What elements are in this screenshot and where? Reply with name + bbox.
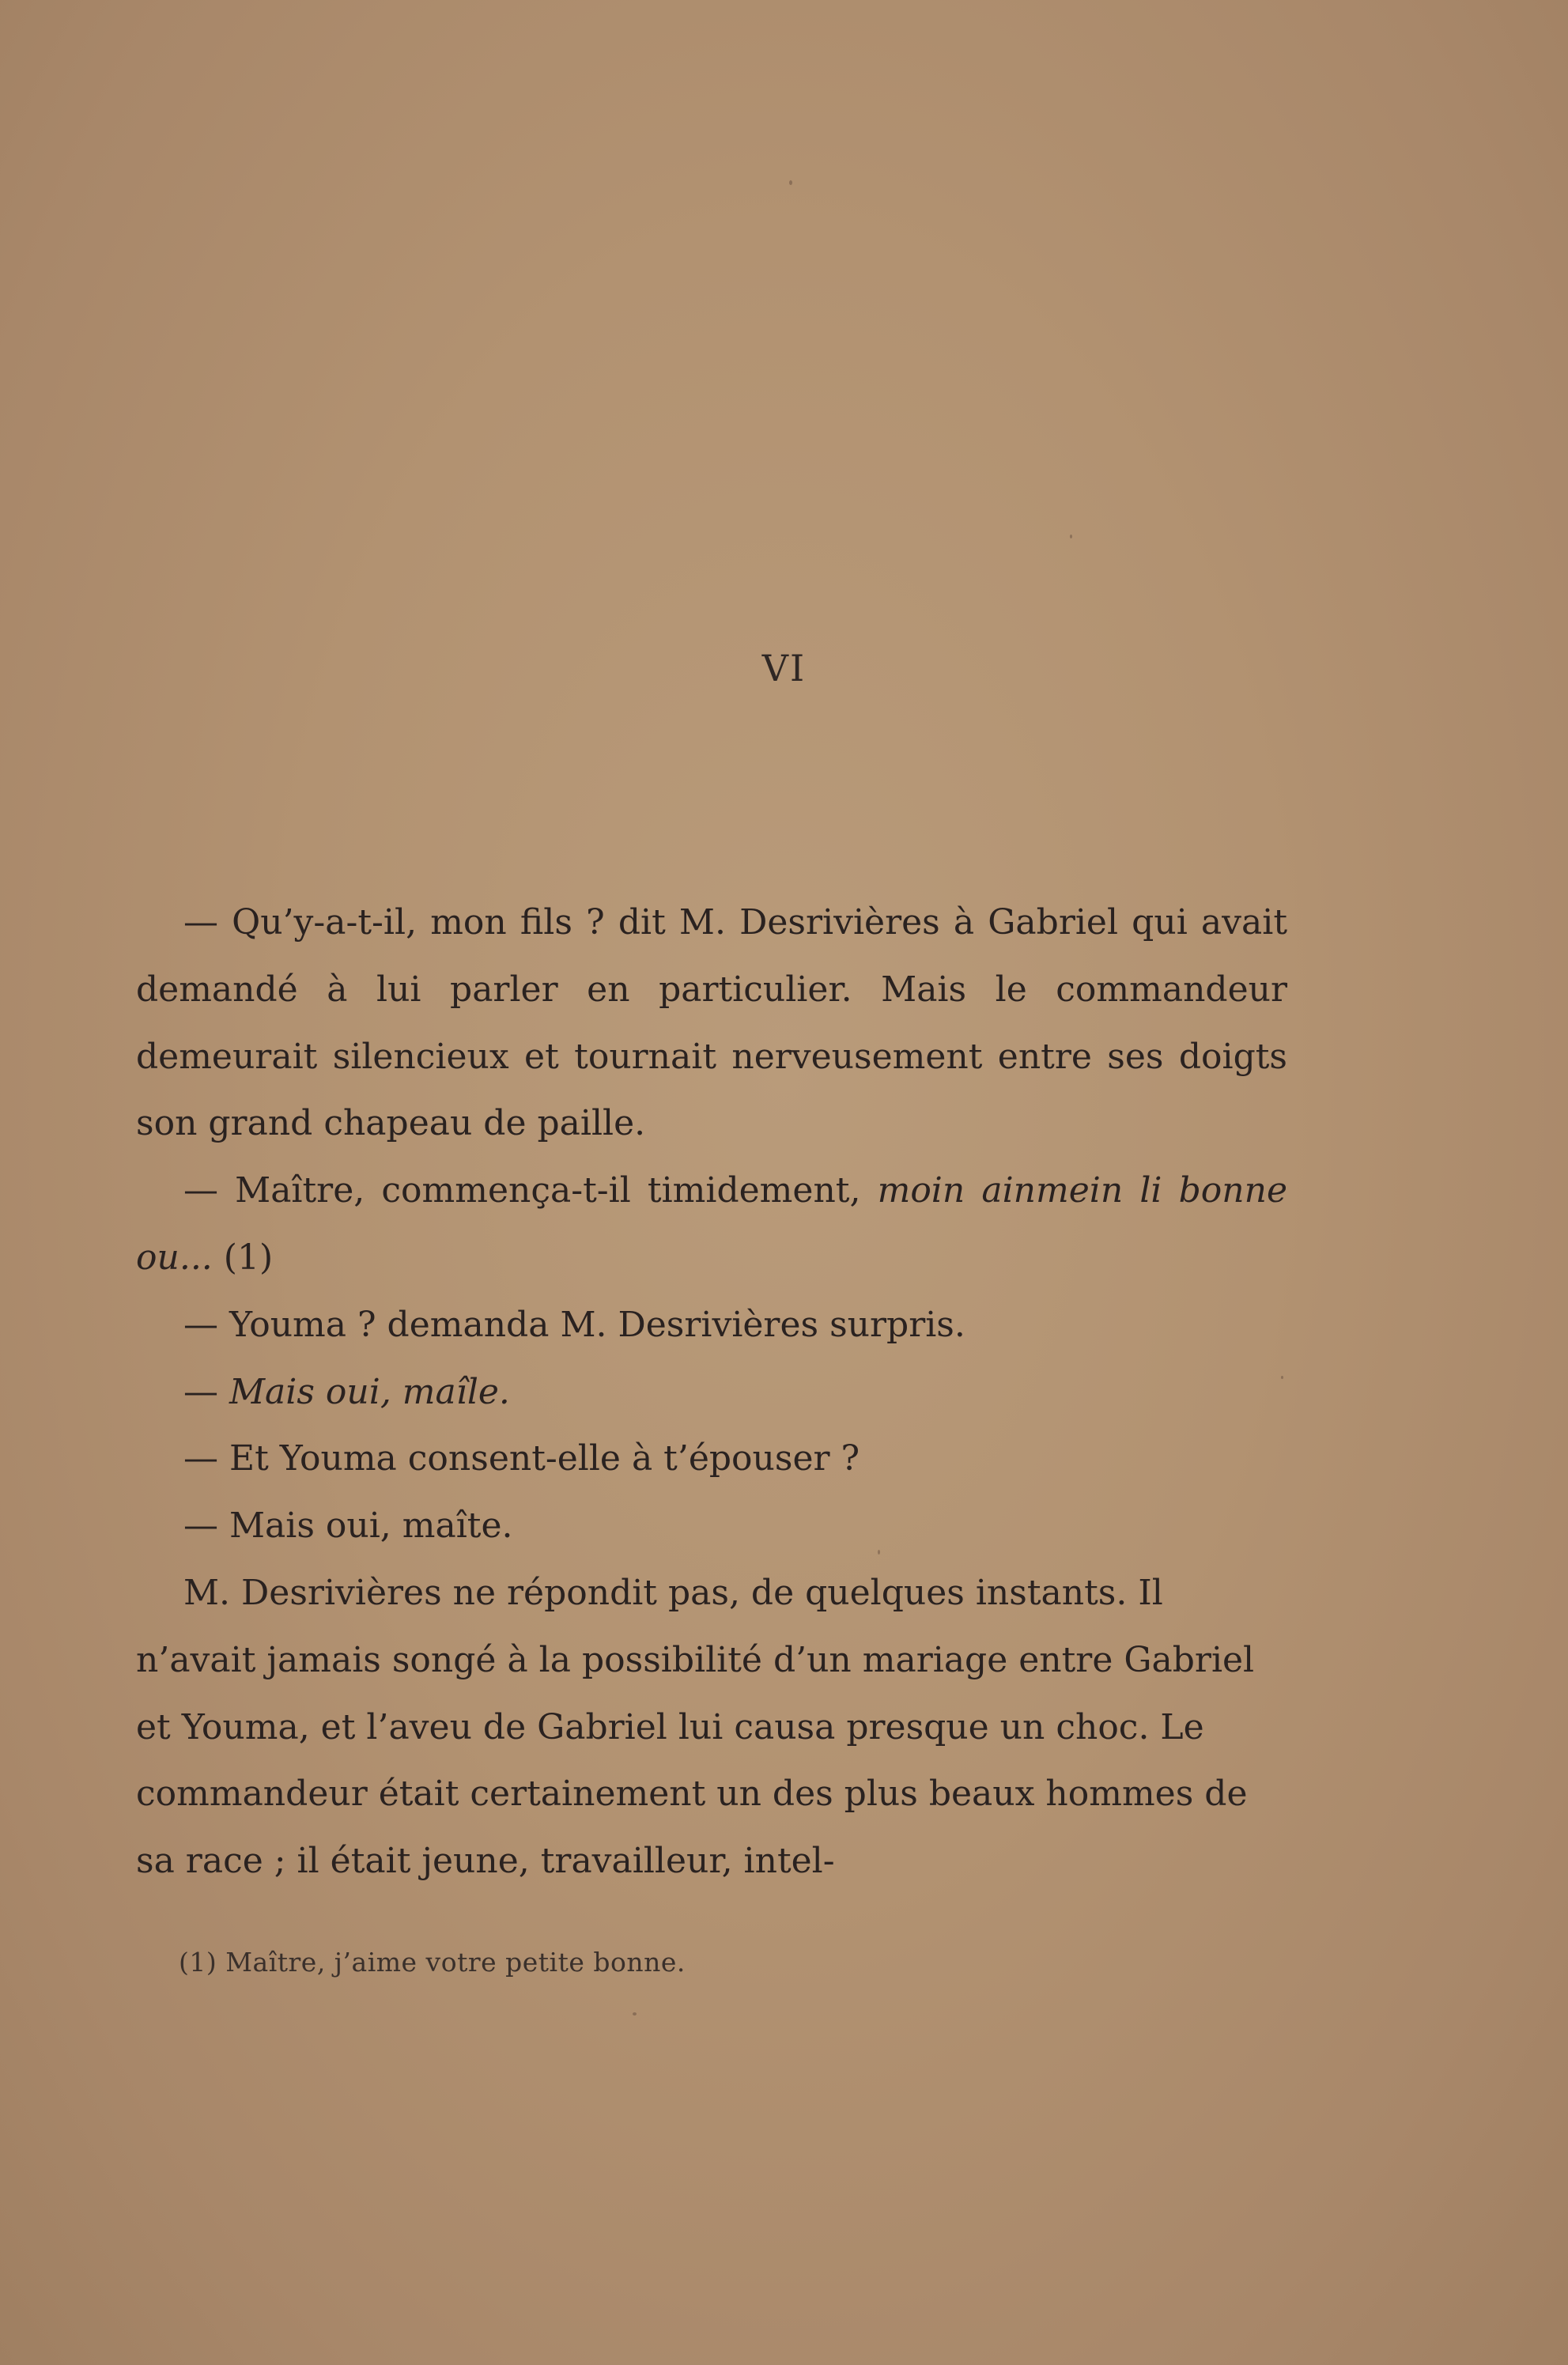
body-text [136, 890, 1287, 1895]
paragraph-2 [136, 1158, 1287, 1292]
paragraph-3: — Youma ? demanda M. Desrivières surpris. [183, 1304, 965, 1345]
paper-speck [633, 2012, 637, 2016]
paragraph-1: — Qu’y-a-t-il, mon fils ? dit M. Desrivières à Gabriel qui avait demandé à lui parler en particulier. Mais le commandeur demeurait silencieux et tournait nerveusement entre ses doigts son grand chapeau de paille. [136, 902, 1287, 1144]
paper-speck [1070, 535, 1072, 538]
paragraph-2-text: — Maître, commença-t-il timidement, [183, 1170, 878, 1211]
paragraph-6: — Mais oui, maîte. [183, 1506, 513, 1547]
footnote-reference: (1) [212, 1237, 274, 1278]
paragraph-7: M. Desrivières ne répondit pas, de quelques instants. Il n’avait jamais songé à la possibilité d’un mariage entre Gabriel et Youma, et l’aveu de Gabriel lui causa presque un choc. Le commandeur était certainement un des plus beaux hommes de sa race ; il était jeune, travailleur, intel- [136, 1572, 1255, 1882]
chapter-heading: VI [761, 647, 807, 689]
creole-phrase: moin ainmein li bonne ou... [136, 1170, 1287, 1278]
footnote: (1) Maître, j’aime votre petite bonne. [179, 1947, 686, 1978]
paragraph-4 [136, 1359, 1287, 1426]
dialogue-dash: — [183, 1371, 229, 1412]
paper-speck [789, 180, 792, 185]
paragraph-5: — Et Youma consent-elle à t’épouser ? [183, 1438, 860, 1479]
creole-reply: Mais oui, maîle. [229, 1371, 510, 1412]
